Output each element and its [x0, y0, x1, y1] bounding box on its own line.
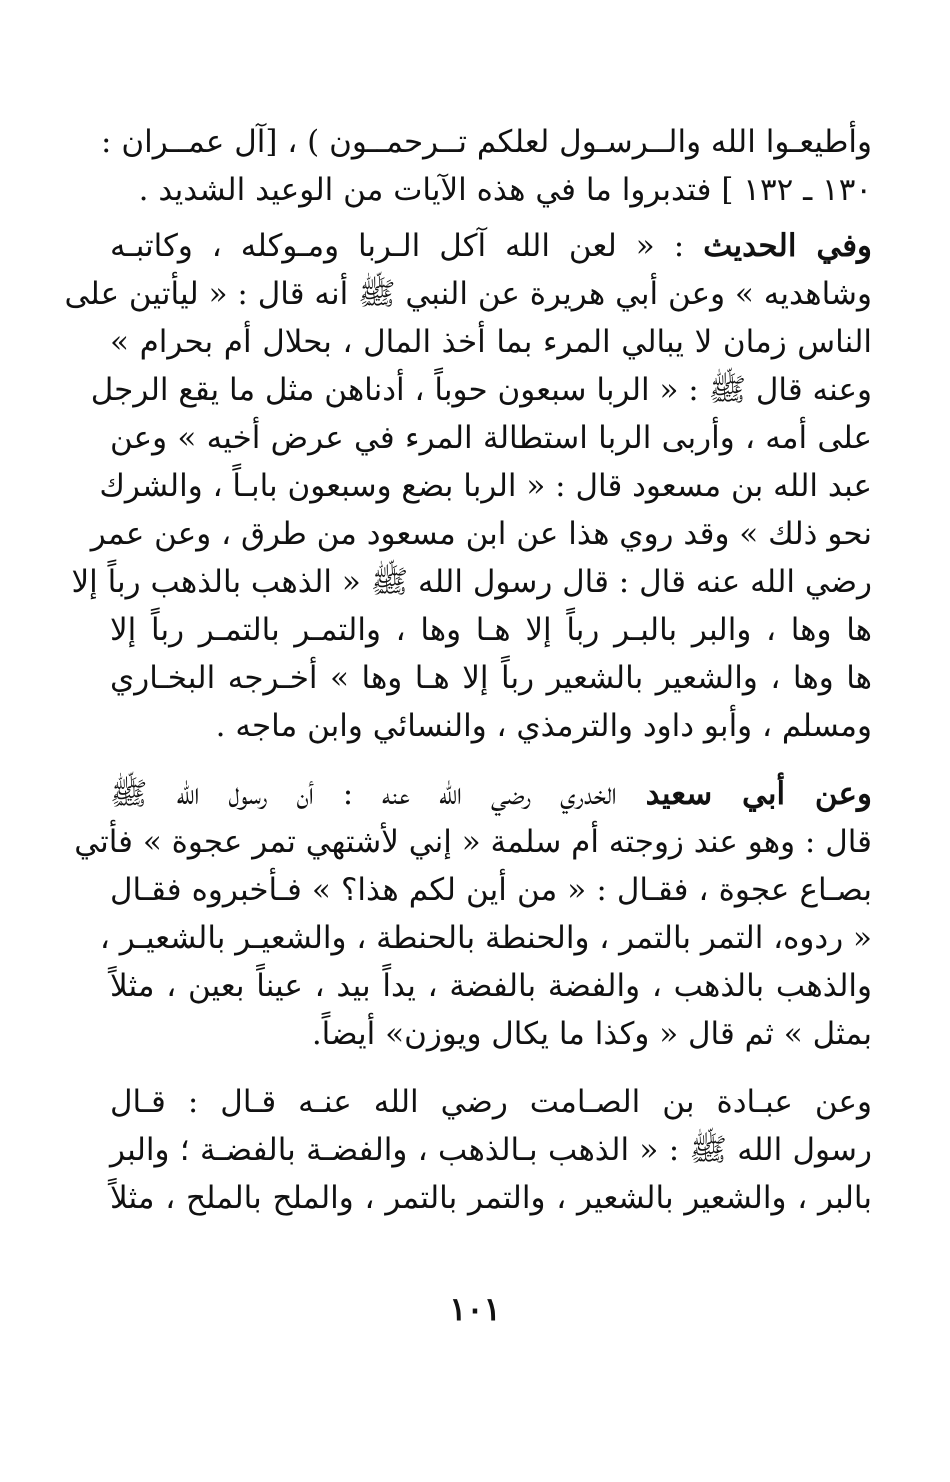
text-line: نحو ذلك » وقد روي هذا عن ابن مسعود من طرق ، وعن عمر — [90, 516, 872, 552]
paragraph-lead-heading: وفي الحديث — [703, 228, 872, 264]
paragraph-ubada — [110, 1078, 872, 1222]
text-line: وشاهديه » وعن أبي هريرة عن النبي ﷺ أنه قال : « ليأتين على — [64, 276, 872, 312]
text-line: عبد الله بن مسعود قال : « الربا بضع وسبعون بابـاً ، والشرك — [99, 468, 872, 504]
paragraph-hadith-riba — [64, 222, 872, 750]
text-line: بالبر ، والشعير بالشعير ، والتمر بالتمر ، والملح بالملح ، مثلاً — [110, 1180, 872, 1216]
text-line: وعن عبـادة بن الصـامت رضي الله عنـه قـال : قـال — [110, 1084, 872, 1120]
text-line: رضي الله عنه قال : قال رسول الله ﷺ « الذهب بالذهب رباً إلا — [71, 564, 872, 600]
document-body — [64, 118, 872, 1222]
text-line: والذهب بالذهب ، والفضة بالفضة ، يداً بيد ، عيناً بعين ، مثلاً — [110, 968, 872, 1004]
text-line — [110, 222, 872, 270]
paragraph-abu-said — [74, 770, 872, 1058]
text-line: وأطيعـوا الله والــرسـول لعلكم تــرحمــون ) ، [آل عمــران : — [101, 124, 872, 160]
text-line-rest: : « لعن الله آكل الـربا ومـوكله ، وكاتبـه — [110, 228, 704, 264]
page-number: ١٠١ — [449, 1290, 501, 1328]
text-line: الناس زمان لا يبالي المرء بما أخذ المال ، بحلال أم بحرام » — [110, 324, 872, 360]
text-line: ها وها ، والبر بالبـر رباً إلا هـا وها ، والتمـر بالتمـر رباً إلا — [110, 612, 872, 648]
text-line: وعنه قال ﷺ : « الربا سبعون حوباً ، أدناهن مثل ما يقع الرجل — [90, 372, 872, 408]
text-line: بصـاع عجوة ، فقـال : « من أين لكم هذا؟ » فـأخبروه فقـال — [110, 872, 872, 908]
text-line: « ردوه، التمر بالتمر ، والحنطة بالحنطة ، والشعيـر بالشعيـر ، — [99, 920, 872, 956]
text-line: ١٣٠ ـ ١٣٢ ] فتدبروا ما في هذه الآيات من الوعيد الشديد . — [138, 172, 872, 208]
text-line: قال : وهو عند زوجته أم سلمة « إني لأشتهي تمر عجوة » فأتي — [74, 824, 872, 860]
text-line: على أمه ، وأربى الربا استطالة المرء في عرض أخيه » وعن — [110, 420, 872, 456]
text-line-rest: الخدري رضي الله عنه : أن رسول الله ﷺ — [110, 776, 646, 812]
text-line: ها وها ، والشعير بالشعير رباً إلا هـا وها » أخـرجه البخـاري — [110, 660, 872, 696]
paragraph-quran-verse — [101, 118, 872, 214]
paragraph-lead-heading: وعن أبي سعيد — [645, 776, 872, 812]
text-line: ومسلم ، وأبو داود والترمذي ، والنسائي وابن ماجه . — [215, 708, 872, 744]
text-line: رسول الله ﷺ : « الذهب بـالذهب ، والفضـة بالفضـة ؛ والبر — [110, 1132, 872, 1168]
text-line — [110, 770, 872, 818]
text-line: بمثل » ثم قال « وكذا ما يكال ويوزن» أيضاً. — [311, 1016, 872, 1052]
